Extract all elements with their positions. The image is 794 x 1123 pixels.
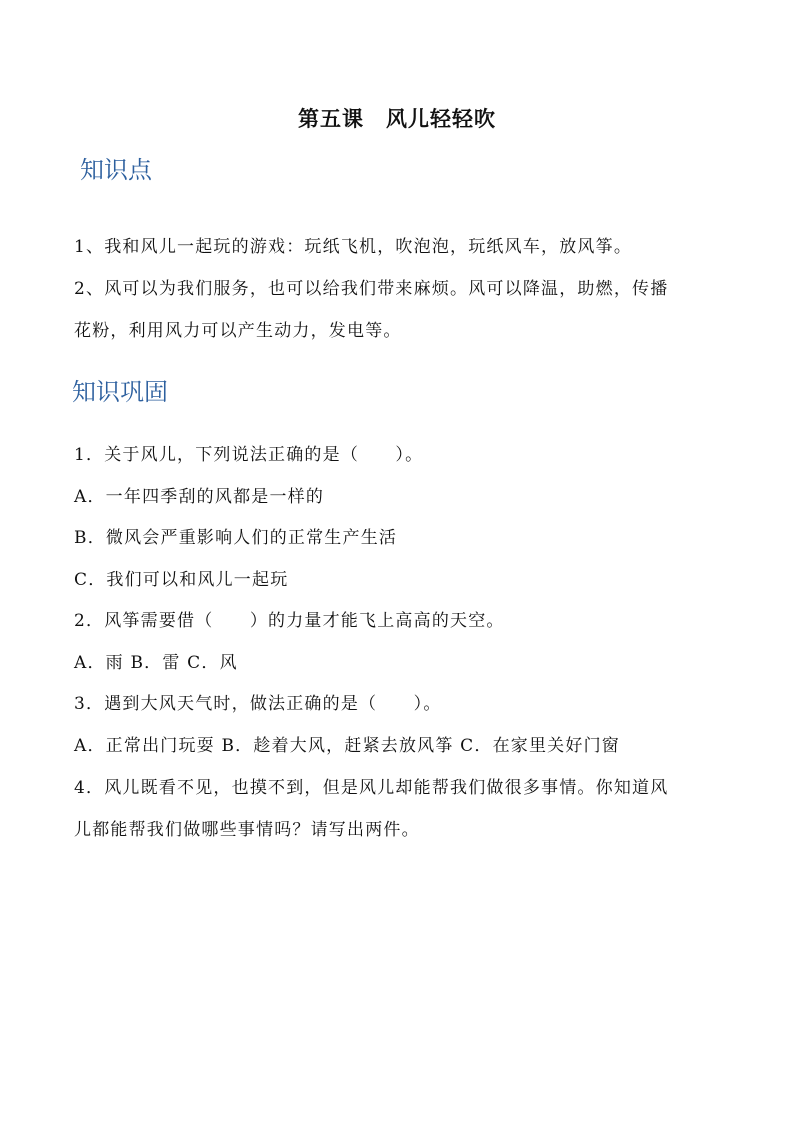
question-4-line-1: 4．风儿既看不见，也摸不到，但是风儿却能帮我们做很多事情。你知道风: [74, 778, 669, 798]
question-1-option-b: B．微风会严重影响人们的正常生产生活: [74, 528, 398, 548]
knowledge-line-3: 花粉，利用风力可以产生动力，发电等。: [74, 321, 402, 341]
question-4-line-2: 儿都能帮我们做哪些事情吗？请写出两件。: [74, 820, 420, 840]
question-1-option-c: C．我们可以和风儿一起玩: [74, 570, 289, 590]
section-heading-knowledge: 知识点: [80, 156, 152, 184]
section-heading-practice: 知识巩固: [72, 378, 168, 406]
question-1: 1．关于风儿，下列说法正确的是（ ）。: [74, 445, 424, 465]
page-title: 第五课 风儿轻轻吹: [298, 106, 496, 131]
knowledge-line-2: 2、风可以为我们服务，也可以给我们带来麻烦。风可以降温，助燃，传播: [74, 279, 669, 299]
question-1-option-a: A．一年四季刮的风都是一样的: [74, 487, 325, 507]
question-2-options: A．雨 B．雷 C．风: [74, 653, 238, 673]
knowledge-line-1: 1、我和风儿一起玩的游戏：玩纸飞机，吹泡泡，玩纸风车，放风筝。: [74, 237, 633, 257]
question-2: 2．风筝需要借（ ）的力量才能飞上高高的天空。: [74, 611, 505, 631]
question-3: 3．遇到大风天气时，做法正确的是（ ）。: [74, 694, 442, 714]
question-3-options: A．正常出门玩耍 B．趁着大风，赶紧去放风筝 C．在家里关好门窗: [74, 736, 620, 756]
